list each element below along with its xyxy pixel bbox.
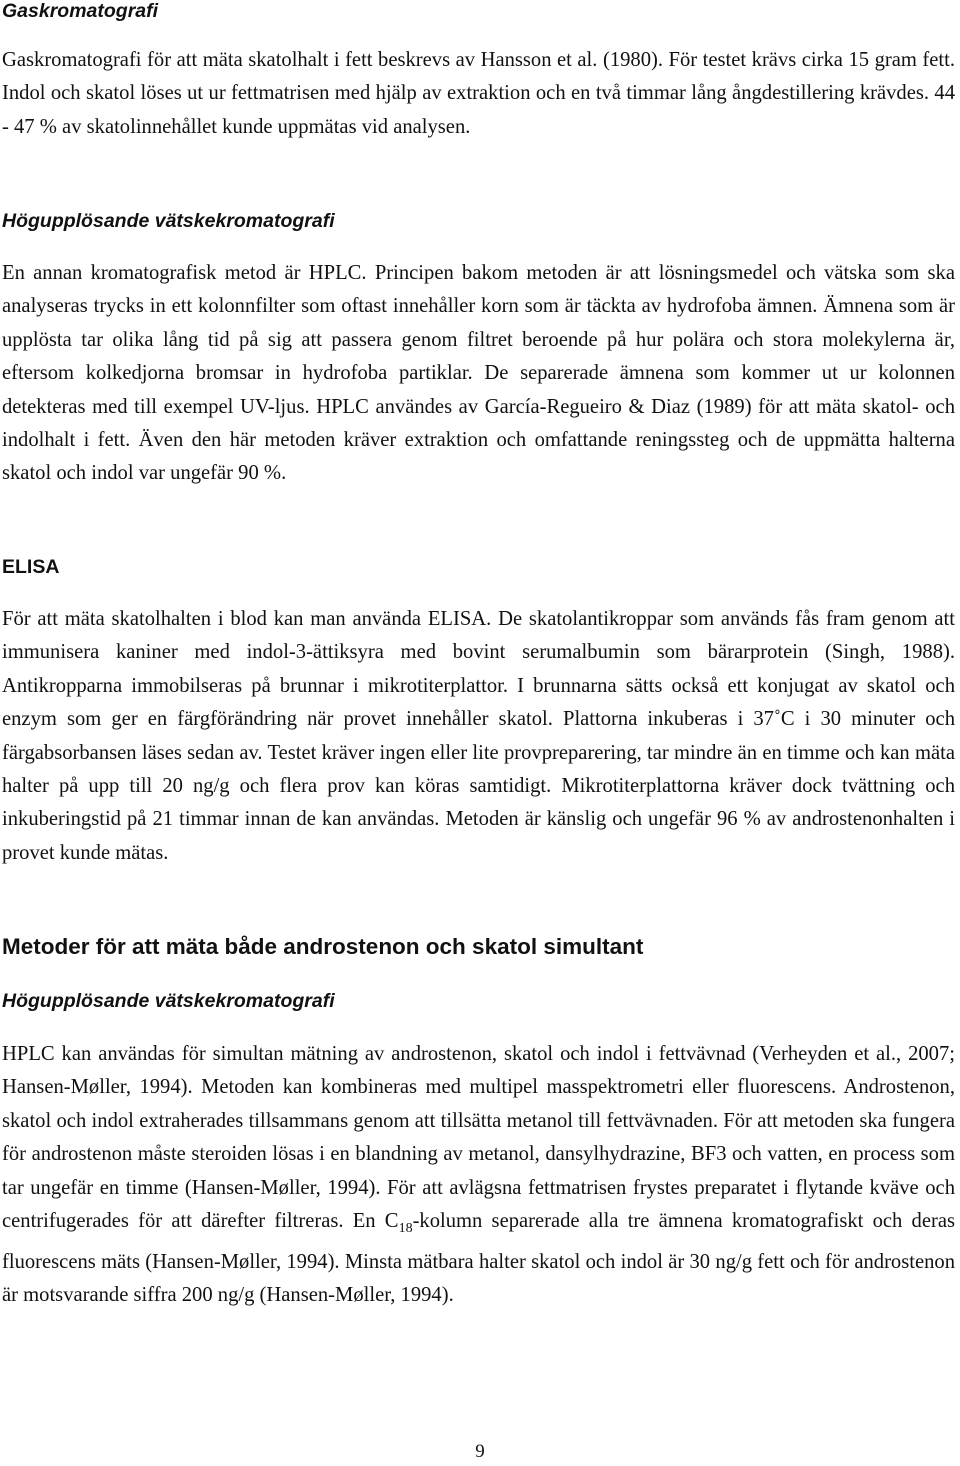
sub-heading-hplc: Högupplösande vätskekromatografi xyxy=(2,990,335,1012)
subscript-c18: 18 xyxy=(398,1221,413,1237)
section-heading-elisa: ELISA xyxy=(2,556,60,578)
page-number: 9 xyxy=(475,1441,485,1462)
paragraph-gaskromatografi: Gaskromatografi för att mäta skatolhalt i fett beskrevs av Hansson et al. (1980). För testet krävs cirka 15 gram fett. Indol och skatol löses ut ur fettmatrisen med hjälp av extraktion och en två timmar lång ångdestillering krävdes. 44 - 47 % av skatolinnehållet kunde uppmätas vid analysen. xyxy=(2,49,955,138)
paragraph-hplc: En annan kromatografisk metod är HPLC. Principen bakom metoden är att lösningsmedel och vätska som ska analyseras trycks in ett kolonnfilter som oftast innehåller korn som är täckta av hydrofoba ämnen. Ämnena som är upplösta tar olika lång tid på sig att passera genom filtret beroende på hur polära och stora molekylerna är, eftersom kolkedjorna bromsar in hydrofoba partiklar. De separerade ämnena som kommer ut ur kolonnen detekteras med till exempel UV-ljus. HPLC användes av García-Regueiro & Diaz (1989) för att mäta skatol- och indolhalt i fett. Även den här metoden kräver extraktion och omfattande reningssteg och de uppmätta halterna skatol och indol var ungefär 90 %. xyxy=(2,262,955,485)
section-heading-hplc: Högupplösande vätskekromatografi xyxy=(2,210,335,232)
paragraph-simultant xyxy=(2,1038,955,1312)
section-heading-gaskromatografi: Gaskromatografi xyxy=(2,0,159,22)
paragraph-elisa: För att mäta skatolhalten i blod kan man använda ELISA. De skatolantikroppar som används fås fram genom att immunisera kaniner med indol-3-ättiksyra med bovint serumalbumin som bärarprotein (Singh, 1988). Antikropparna immobilseras på brunnar i mikrotiterplattor. I brunnarna sätts också ett konjugat av skatol och enzym som ger en färgförändring när provet innehåller skatol. Plattorna inkuberas i 37˚C i 30 minuter och färgabsorbansen läses sedan av. Testet kräver ingen eller lite provpreparering, tar mindre än en timme och kan mäta halter på upp till 20 ng/g och flera prov kan köras samtidigt. Mikrotiterplattorna kräver dock tvättning och inkuberingstid på 21 timmar innan de kan användas. Metoden är känslig och ungefär 96 % av androstenonhalten i provet kunde mätas. xyxy=(2,608,955,864)
main-heading: Metoder för att mäta både androstenon och skatol simultant xyxy=(2,934,644,959)
paragraph-simultant-part2: -kolumn separerade alla tre ämnena kromatografiskt och deras fluorescens mäts (Hansen-Møller, 1994). Minsta mätbara halter skatol och indol är 30 ng/g fett och för androstenon är motsvarande siffra 200 ng/g (Hansen-Møller, 1994). xyxy=(2,1210,955,1306)
paragraph-simultant-part1: HPLC kan användas för simultan mätning av androstenon, skatol och indol i fettvävnad (Verheyden et al., 2007; Hansen-Møller, 1994). Metoden kan kombineras med multipel masspektrometri eller fluorescens. Androstenon, skatol och indol extraherades tillsammans genom att tillsätta metanol till fettvävnaden. För att metoden ska fungera för androstenon måste steroiden lösas i en blandning av metanol, dansylhydrazine, BF3 och vatten, en process som tar ungefär en timme (Hansen-Møller, 1994). För att avlägsna fettmatrisen frystes preparatet i flytande kväve och centrifugerades för att därefter filtreras. En C xyxy=(2,1043,955,1233)
